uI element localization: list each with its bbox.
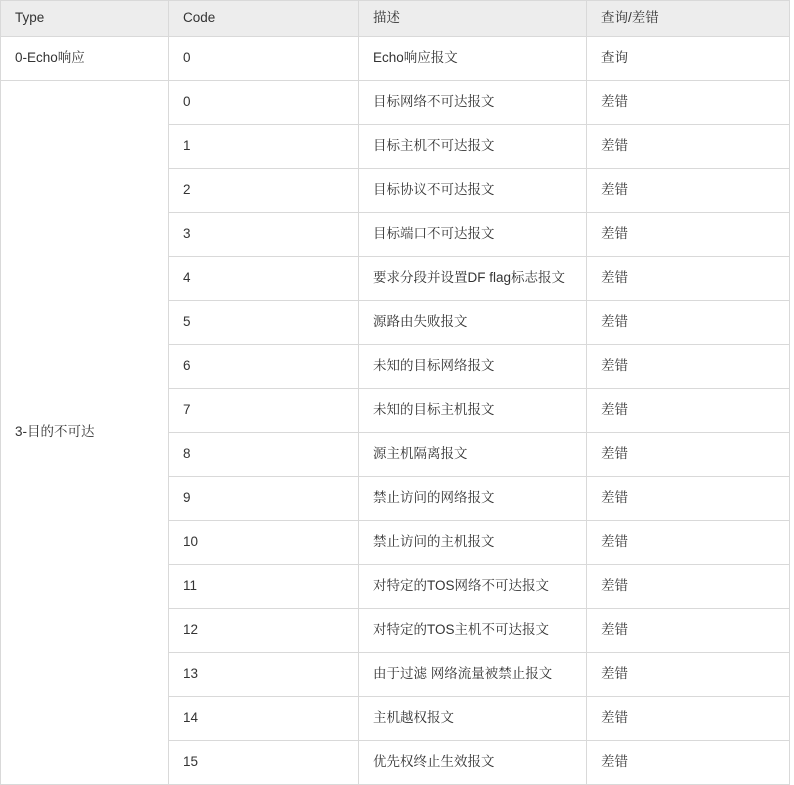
- cell-description: Echo响应报文: [359, 37, 587, 81]
- cell-code: 6: [169, 345, 359, 389]
- cell-query-error: 差错: [587, 433, 790, 477]
- table-header-row: [1, 1, 790, 37]
- column-header-type: Type: [1, 1, 169, 37]
- cell-description: 未知的目标主机报文: [359, 389, 587, 433]
- cell-query-error: 差错: [587, 565, 790, 609]
- table-row: [1, 81, 790, 125]
- cell-code: 15: [169, 741, 359, 785]
- cell-description: 禁止访问的网络报文: [359, 477, 587, 521]
- cell-description: 主机越权报文: [359, 697, 587, 741]
- cell-code: 13: [169, 653, 359, 697]
- cell-code: 0: [169, 81, 359, 125]
- cell-code: 11: [169, 565, 359, 609]
- table-row: [1, 37, 790, 81]
- column-header-description: 描述: [359, 1, 587, 37]
- cell-query-error: 差错: [587, 741, 790, 785]
- cell-type: 0-Echo响应: [1, 37, 169, 81]
- cell-code: 10: [169, 521, 359, 565]
- cell-code: 12: [169, 609, 359, 653]
- cell-query-error: 差错: [587, 213, 790, 257]
- cell-code: 9: [169, 477, 359, 521]
- cell-query-error: 差错: [587, 477, 790, 521]
- cell-code: 1: [169, 125, 359, 169]
- table-body: [1, 37, 790, 785]
- cell-code: 0: [169, 37, 359, 81]
- cell-query-error: 差错: [587, 609, 790, 653]
- cell-description: 源路由失败报文: [359, 301, 587, 345]
- cell-query-error: 差错: [587, 301, 790, 345]
- cell-code: 2: [169, 169, 359, 213]
- cell-description: 优先权终止生效报文: [359, 741, 587, 785]
- cell-query-error: 差错: [587, 653, 790, 697]
- cell-query-error: 差错: [587, 521, 790, 565]
- cell-code: 7: [169, 389, 359, 433]
- cell-query-error: 差错: [587, 169, 790, 213]
- cell-description: 要求分段并设置DF flag标志报文: [359, 257, 587, 301]
- cell-query-error: 差错: [587, 125, 790, 169]
- cell-description: 目标协议不可达报文: [359, 169, 587, 213]
- cell-query-error: 查询: [587, 37, 790, 81]
- cell-code: 4: [169, 257, 359, 301]
- cell-description: 由于过滤 网络流量被禁止报文: [359, 653, 587, 697]
- cell-description: 目标主机不可达报文: [359, 125, 587, 169]
- column-header-code: Code: [169, 1, 359, 37]
- cell-description: 对特定的TOS主机不可达报文: [359, 609, 587, 653]
- cell-description: 源主机隔离报文: [359, 433, 587, 477]
- cell-code: 8: [169, 433, 359, 477]
- cell-description: 对特定的TOS网络不可达报文: [359, 565, 587, 609]
- cell-query-error: 差错: [587, 257, 790, 301]
- cell-description: 目标端口不可达报文: [359, 213, 587, 257]
- cell-type: 3-目的不可达: [1, 81, 169, 785]
- cell-description: 目标网络不可达报文: [359, 81, 587, 125]
- cell-code: 14: [169, 697, 359, 741]
- cell-query-error: 差错: [587, 389, 790, 433]
- cell-code: 3: [169, 213, 359, 257]
- cell-query-error: 差错: [587, 697, 790, 741]
- cell-description: 未知的目标网络报文: [359, 345, 587, 389]
- cell-query-error: 差错: [587, 81, 790, 125]
- cell-code: 5: [169, 301, 359, 345]
- table-header: [1, 1, 790, 37]
- column-header-query-error: 查询/差错: [587, 1, 790, 37]
- cell-description: 禁止访问的主机报文: [359, 521, 587, 565]
- cell-query-error: 差错: [587, 345, 790, 389]
